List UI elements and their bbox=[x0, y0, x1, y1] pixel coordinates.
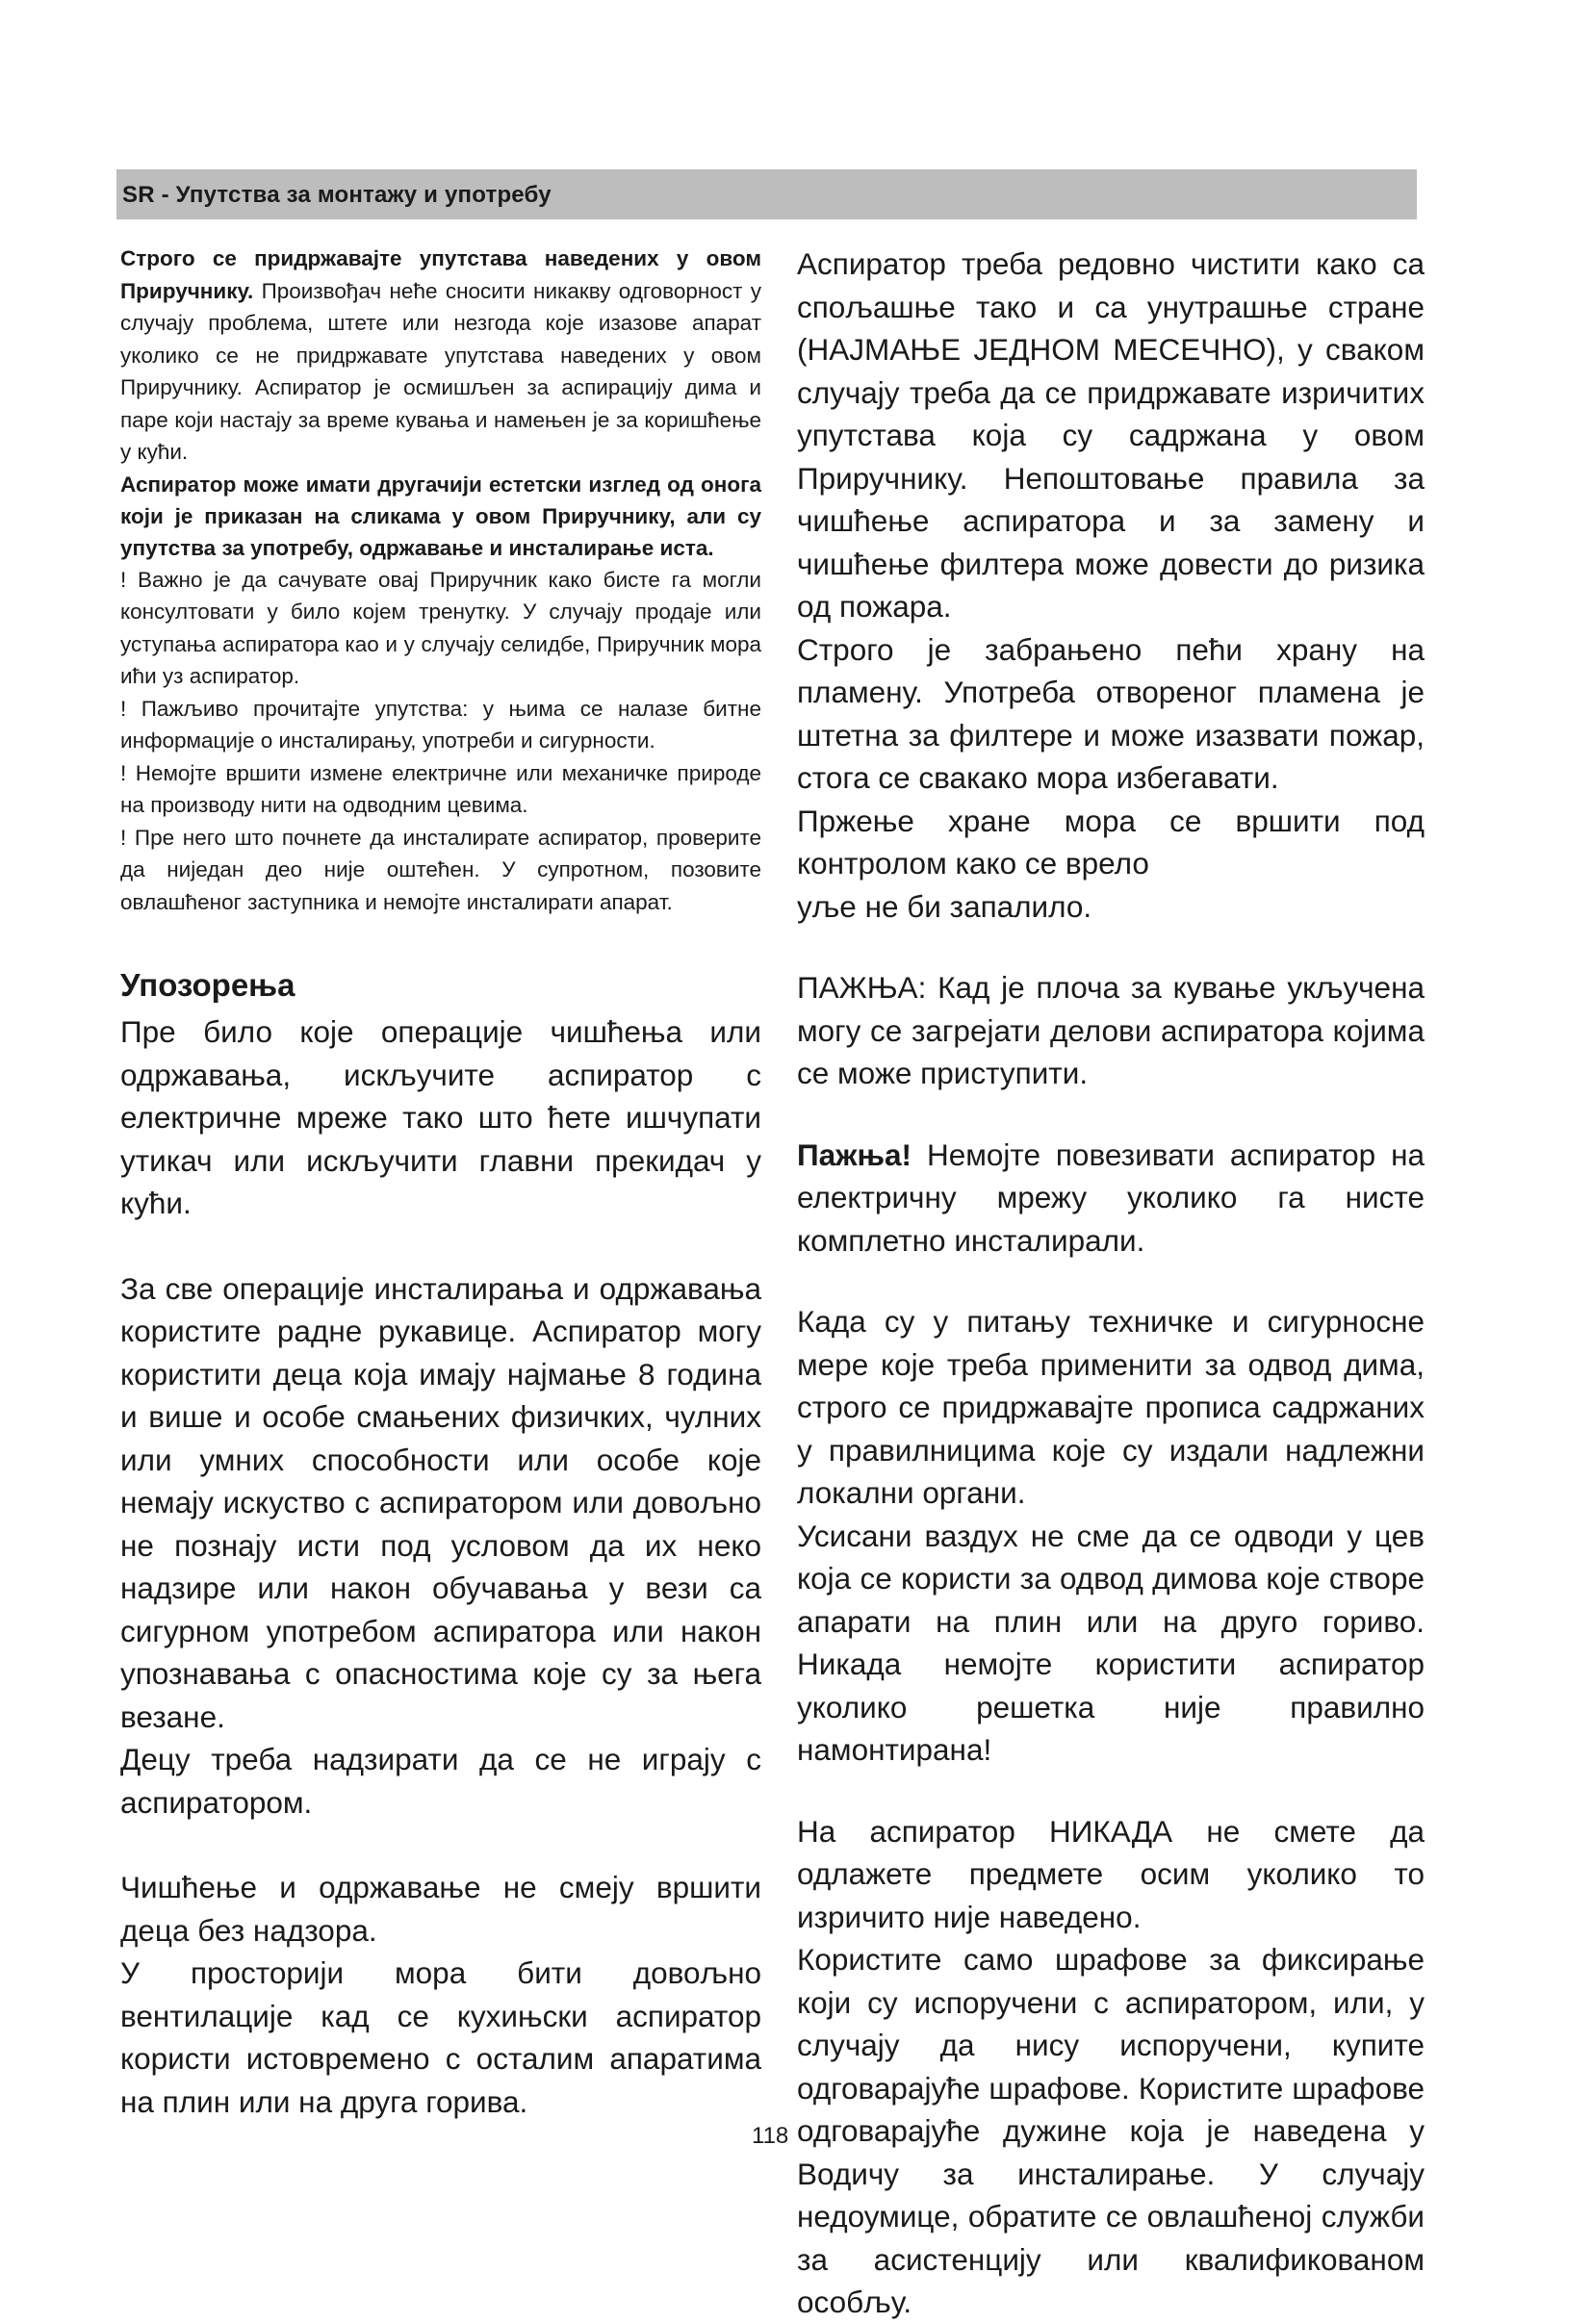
warning-disconnect: Пре било које операције чишћења или одржавања, искључите аспиратор с електричне мреже тако што ћете ишчупати утикач или искључити главни прекидач у кући. bbox=[120, 1014, 761, 1220]
note-read-instructions: ! Пажљиво прочитајте упутства: у њима се налазе битне информације о инсталирању, употреби и сигурности. bbox=[120, 696, 761, 753]
regulations-paragraph: Када су у питању техничке и сигурносне мере које треба применити за одвод дима, строго се придржавајте прописа садржаних у правилницима које су издали надлежни локални органи. bbox=[797, 1304, 1425, 1510]
no-objects-paragraph: На аспиратор НИКАДА не смете да одлажете предмете осим уколико то изричито није наведено. bbox=[797, 1813, 1425, 1934]
warning-supervise-children: Децу треба надзирати да се не играју с аспиратором. bbox=[120, 1742, 761, 1820]
warning-ventilation: У просторији мора бити довољно вентилације кад се кухињски аспиратор користи истовремено с осталим апаратима на плин или на друга горива. bbox=[120, 1955, 761, 2119]
flambe-paragraph: Строго је забрањено пећи храну на пламену. Употреба отвореног пламена је штетна за филтере и може изазвати пожар, стога се свакако мора избегавати. bbox=[797, 631, 1425, 795]
right-column bbox=[797, 243, 1425, 2324]
left-column bbox=[120, 243, 761, 2123]
frying-paragraph-cont: уље не би запалило. bbox=[797, 888, 1092, 924]
warning-cleaning-children: Чишћење и одржавање не смеју вршити деца без надзора. bbox=[120, 1870, 761, 1948]
screws-paragraph: Користите само шрафове за фиксирање који су испоручени с аспиратором, или, у случају да нису испоручени, купите одговарајуће шрафове. Користите шрафове одговарајуће дужине која је наведена у Водичу за инсталирање. У случају недоумице, обратите се овлашћеној служби за асистенцију или квалификованом особљу. bbox=[797, 1942, 1425, 2319]
intro-text: Произвођач неће сносити никакву одговорност у случају проблема, штете или незгода које изазове апарат уколико се не придржавате упутстава наведених у овом Приручнику. Аспиратор је осмишљен за аспирацију дима и паре који настају за време кувања и намењен је за коришћење у кући. bbox=[120, 278, 761, 464]
cleaning-paragraph: Аспиратор треба редовно чистити како са спољашње тако и са унутрашње стране (НАЈМАЊЕ ЈЕДНОМ МЕСЕЧНО), у сваком случају треба да се придржавате изричитих упутстава која су садржана у овом Приручнику. Непоштовање правила за чишћење аспиратора и за замену и чишћење филтера може довести до ризика од пожара. bbox=[797, 246, 1425, 624]
page-number: 118 bbox=[752, 2123, 789, 2149]
attention-label: Пажња! bbox=[797, 1136, 912, 1172]
section-header-bar bbox=[116, 169, 1417, 219]
note-no-modifications: ! Немојте вршити измене електричне или механичке природе на производу нити на одводним цевима. bbox=[120, 760, 761, 817]
frying-paragraph: Пржење хране мора се вршити под контролом како се врело bbox=[797, 803, 1425, 881]
intro-paragraph bbox=[120, 243, 761, 469]
warning-gloves-children: За све операције инсталирања и одржавања користите радне рукавице. Аспиратор могу користити деца која имају најмање 8 година и више и особе смањених физичких, чулних или умних способности или особе које немају искуство с аспиратором или довољно не познају исти под условом да их неко надзире или након обучавања у вези са сигурном употребом аспиратора или након упознавања с опасностима које су за њега везане. bbox=[120, 1270, 761, 1734]
section-header-title: SR - Упутства за монтажу и употребу bbox=[122, 182, 552, 208]
attention-hot-parts: ПАЖЊА: Кад је плоча за кување укључена могу се загрејати делови аспиратора којима се може приступити. bbox=[797, 970, 1425, 1090]
warnings-heading: Упозорења bbox=[120, 967, 295, 1003]
air-exhaust-paragraph: Усисани ваздух не сме да се одводи у цев која се користи за одвод димова које створе апарати на плин или на друго гориво. Никада немојте користити аспиратор уколико решетка није правилно намонтирана! bbox=[797, 1518, 1425, 1767]
note-keep-manual: ! Важно је да сачувате овај Приручник како бисте га могли консултовати у било којем тренутку. У случају продаје или уступања аспиратора као и у случају селидбе, Приручник мора ићи уз аспиратор. bbox=[120, 567, 761, 688]
attention-connect bbox=[797, 1134, 1425, 1263]
attention-text: Немојте повезивати аспиратор на електричну мрежу уколико га нисте комплетно инсталирали. bbox=[797, 1136, 1425, 1258]
appearance-notice: Аспиратор може имати другачији естетски изглед од онога који је приказан на сликама у овом Приручнику, али су упутства за употребу, одржавање и инсталирање иста. bbox=[120, 472, 761, 560]
intro-bold: Строго се придржавајте упутстава наведених у овом Приручнику. bbox=[120, 246, 761, 303]
note-check-damage: ! Пре него што почнете да инсталирате аспиратор, проверите да ниједан део није оштећен. У супротном, позовите овлашћеног заступника и немојте инсталирати апарат. bbox=[120, 825, 761, 914]
